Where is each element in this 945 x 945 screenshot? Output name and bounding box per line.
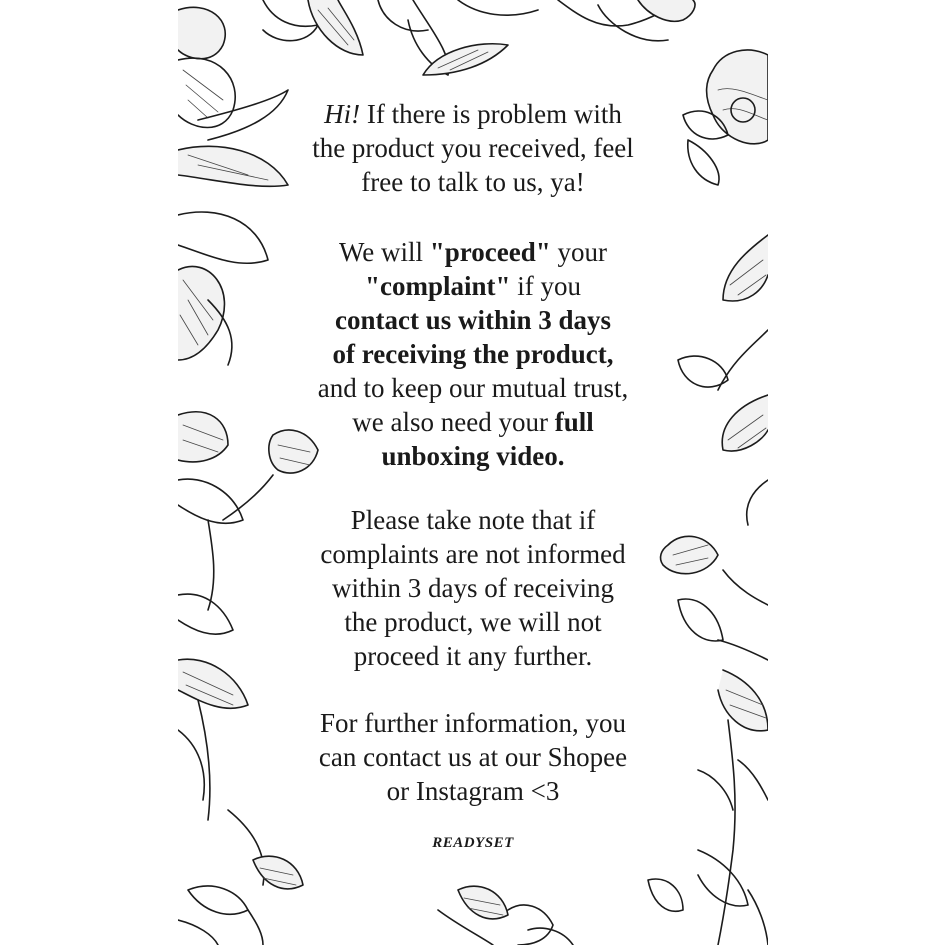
line xyxy=(288,235,658,269)
bold-text: "proceed" xyxy=(429,237,551,267)
text-span: your xyxy=(550,237,608,267)
line: the product, we will not xyxy=(344,607,602,637)
line: complaints are not informed xyxy=(320,539,626,569)
bold-text: of receiving the product, xyxy=(332,339,614,369)
paragraph-deadline-note xyxy=(288,503,658,673)
text-span: If there is problem with xyxy=(360,99,622,129)
text-span: if you xyxy=(510,271,581,301)
paragraph-contact-info xyxy=(288,706,658,808)
line: For further information, you xyxy=(320,708,626,738)
greeting-word: Hi! xyxy=(324,99,361,129)
line xyxy=(288,405,658,439)
line: and to keep our mutual trust, xyxy=(317,373,629,403)
line xyxy=(288,97,658,131)
line: can contact us at our Shopee xyxy=(318,742,628,772)
line: Please take note that if xyxy=(350,505,596,535)
paragraph-complaint-policy xyxy=(288,235,658,473)
paragraph-greeting xyxy=(288,97,658,199)
text-span: we also need your xyxy=(352,407,555,437)
notice-card xyxy=(178,0,768,945)
line: within 3 days of receiving xyxy=(332,573,614,603)
line xyxy=(288,337,658,371)
line xyxy=(288,439,658,473)
line: proceed it any further. xyxy=(353,641,593,671)
line: or Instagram <3 xyxy=(386,776,560,806)
bold-text: "complaint" xyxy=(365,271,511,301)
line xyxy=(288,269,658,303)
line: free to talk to us, ya! xyxy=(361,167,585,197)
bold-text: unboxing video. xyxy=(381,441,565,471)
brand-signature: READYSET xyxy=(432,835,514,851)
text-span: We will xyxy=(338,237,430,267)
line xyxy=(288,303,658,337)
line: the product you received, feel xyxy=(312,133,634,163)
bold-text: full xyxy=(554,407,594,437)
bold-text: contact us within 3 days xyxy=(334,305,612,335)
